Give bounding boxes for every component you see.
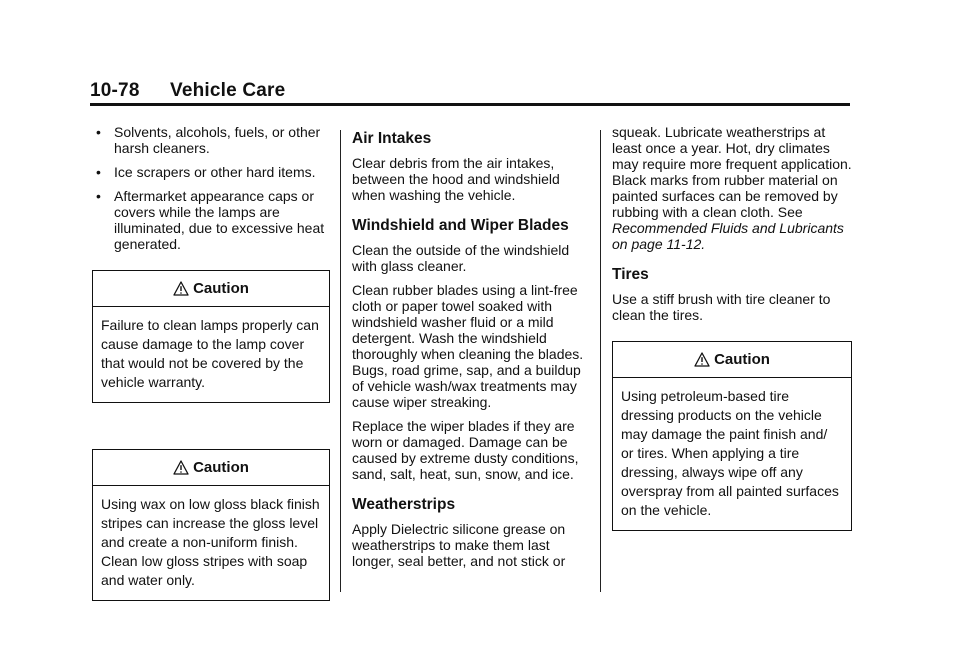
caution-text: Using wax on low gloss black finish stripes can increase the gloss level and create a non-uniform finish. Clean low gloss stripes with soap and water only.: [101, 496, 320, 588]
caution-box: [92, 449, 330, 601]
section-heading: Air Intakes: [352, 130, 432, 147]
paragraph: Clean the outside of the windshield with glass cleaner.: [352, 242, 570, 274]
bullet-icon: •: [96, 188, 101, 204]
list-item: • Ice scrapers or other hard items.: [96, 164, 316, 180]
section-title: Vehicle Care: [170, 80, 286, 101]
caution-header: [93, 271, 329, 307]
section-heading: Windshield and Wiper Blades: [352, 217, 569, 234]
warning-icon: [173, 460, 189, 475]
paragraph: Use a stiff brush with tire cleaner to clean the tires.: [612, 291, 831, 323]
paragraph: Replace the wiper blades if they are worn or damaged. Damage can be caused by extreme dusty conditions, sand, salt, heat, sun, snow, and ice.: [352, 418, 579, 482]
warning-icon: [694, 352, 710, 367]
paragraph: Apply Dielectric silicone grease on weatherstrips to make them last longer, seal better, and not stick or: [352, 521, 566, 569]
header-rule: [90, 103, 850, 106]
caution-title: Caution: [193, 458, 249, 476]
caution-box: [612, 341, 852, 531]
caution-text: Using petroleum-based tire dressing products on the vehicle may damage the paint finish and/ or tires. When applying a tire dressing, always wipe off any overspray from all painted surfaces on the vehicle.: [621, 388, 839, 518]
warning-icon: [173, 281, 189, 296]
list-item: • Solvents, alcohols, fuels, or other harsh cleaners.: [96, 124, 321, 156]
caution-header: [613, 342, 851, 378]
caution-title: Caution: [193, 279, 249, 297]
column-divider: [600, 130, 601, 592]
column-middle: [352, 124, 590, 577]
paragraph: Clean rubber blades using a lint-free cloth or paper towel soaked with windshield washer fluid or a mild detergent. Wash the windshield thoroughly when cleaning the blades. Bugs, road grime, sap, and a buildup of vehicle wash/wax treatments may cause wiper streaking.: [352, 282, 584, 410]
cross-reference: Recommended Fluids and Lubricants on page 11-12.: [612, 220, 844, 252]
bullet-icon: •: [96, 124, 101, 140]
caution-title: Caution: [714, 350, 770, 368]
caution-text: Failure to clean lamps properly can cause damage to the lamp cover that would not be covered by the vehicle warranty.: [101, 317, 319, 390]
list-item: • Aftermarket appearance caps or covers while the lamps are illuminated, due to excessive heat generated.: [96, 188, 325, 252]
bullet-list: [92, 124, 330, 252]
column-right: [612, 124, 852, 549]
paragraph: Clear debris from the air intakes, between the hood and windshield when washing the vehicle.: [352, 155, 560, 203]
paragraph: squeak. Lubricate weatherstrips at least once a year. Hot, dry climates may require more frequent application. Black marks from rubber material on painted surfaces can be removed by rubbing with a clean cloth. See Recommended Fluids and Lubricants on page 11-12.: [612, 124, 852, 252]
bullet-icon: •: [96, 164, 101, 180]
page-header: [90, 80, 285, 102]
column-divider: [340, 130, 341, 592]
section-heading: Tires: [612, 266, 649, 283]
column-left: [92, 124, 330, 619]
caution-box: [92, 270, 330, 403]
section-heading: Weatherstrips: [352, 496, 456, 513]
page-number: 10-78: [90, 80, 140, 101]
caution-header: [93, 450, 329, 486]
